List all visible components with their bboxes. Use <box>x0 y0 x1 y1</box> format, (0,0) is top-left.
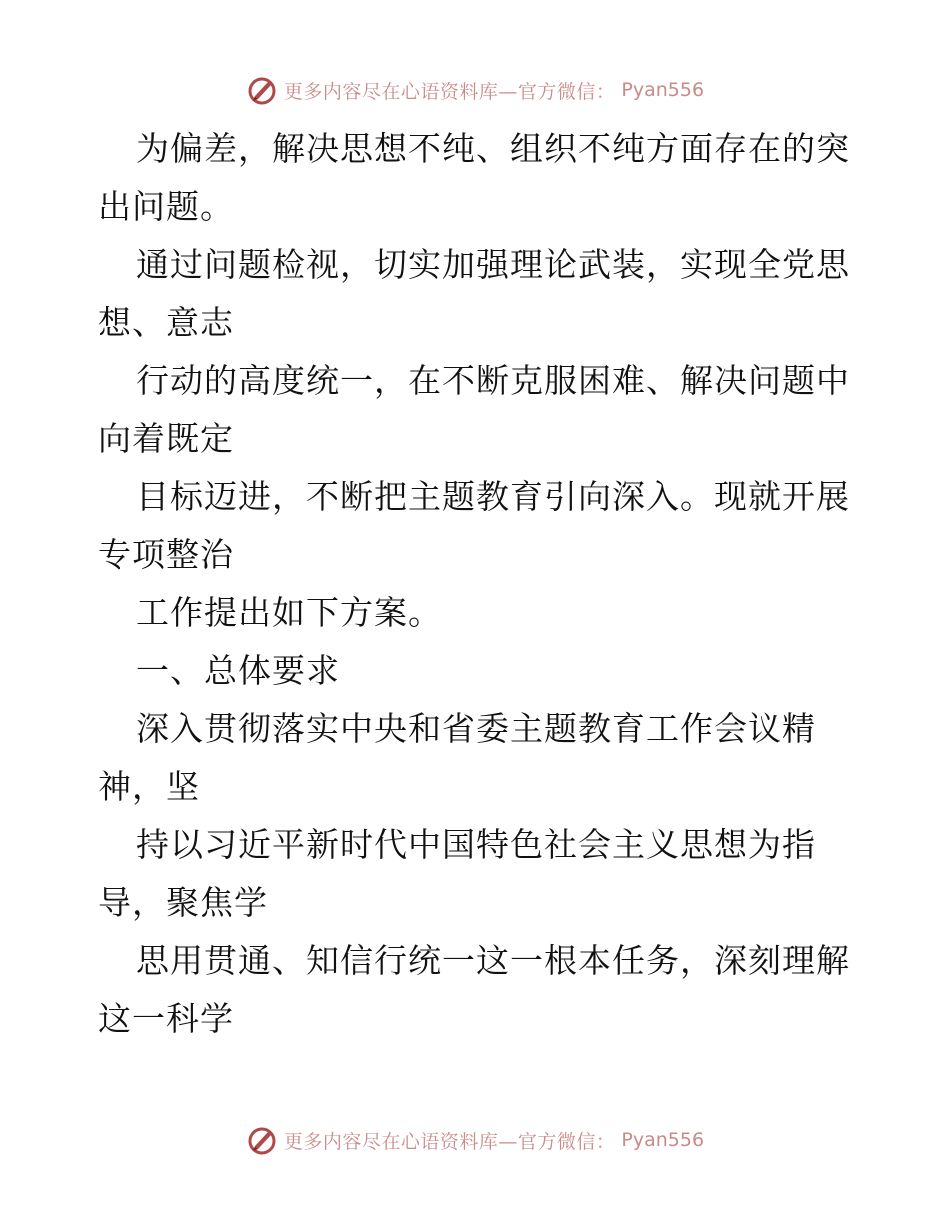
text-line: 深入贯彻落实中央和省委主题教育工作会议精 <box>136 709 816 748</box>
text-line: 神，坚 <box>98 767 200 806</box>
text-line: 想、意志 <box>98 303 234 342</box>
text-line: 出问题。 <box>98 187 234 226</box>
pen-logo-icon <box>246 74 278 106</box>
watermark-text: 更多内容尽在心语资料库—官方微信： <box>283 1130 616 1153</box>
watermark-inner <box>246 1124 704 1156</box>
watermark-id: Pyan556 <box>621 1129 705 1151</box>
text-line: 导，聚焦学 <box>98 883 268 922</box>
text-line: 一、总体要求 <box>136 651 340 690</box>
watermark-id: Pyan556 <box>621 79 705 101</box>
watermark-inner <box>246 74 704 106</box>
pen-logo-icon <box>246 1124 278 1156</box>
text-line: 目标迈进，不断把主题教育引向深入。现就开展 <box>136 477 850 516</box>
text-line: 通过问题检视，切实加强理论武装，实现全党思 <box>136 245 850 284</box>
header-watermark <box>0 70 950 110</box>
text-line: 持以习近平新时代中国特色社会主义思想为指 <box>136 825 816 864</box>
text-line: 思用贯通、知信行统一这一根本任务，深刻理解 <box>136 941 850 980</box>
footer-watermark <box>0 1120 950 1160</box>
watermark-text: 更多内容尽在心语资料库—官方微信： <box>283 80 616 103</box>
text-line: 工作提出如下方案。 <box>136 593 442 632</box>
text-line: 专项整治 <box>98 535 234 574</box>
document-body <box>98 120 858 1048</box>
text-line: 这一科学 <box>98 999 234 1038</box>
text-line: 向着既定 <box>98 419 234 458</box>
text-line: 行动的高度统一，在不断克服困难、解决问题中 <box>136 361 850 400</box>
text-line: 为偏差，解决思想不纯、组织不纯方面存在的突 <box>136 129 850 168</box>
